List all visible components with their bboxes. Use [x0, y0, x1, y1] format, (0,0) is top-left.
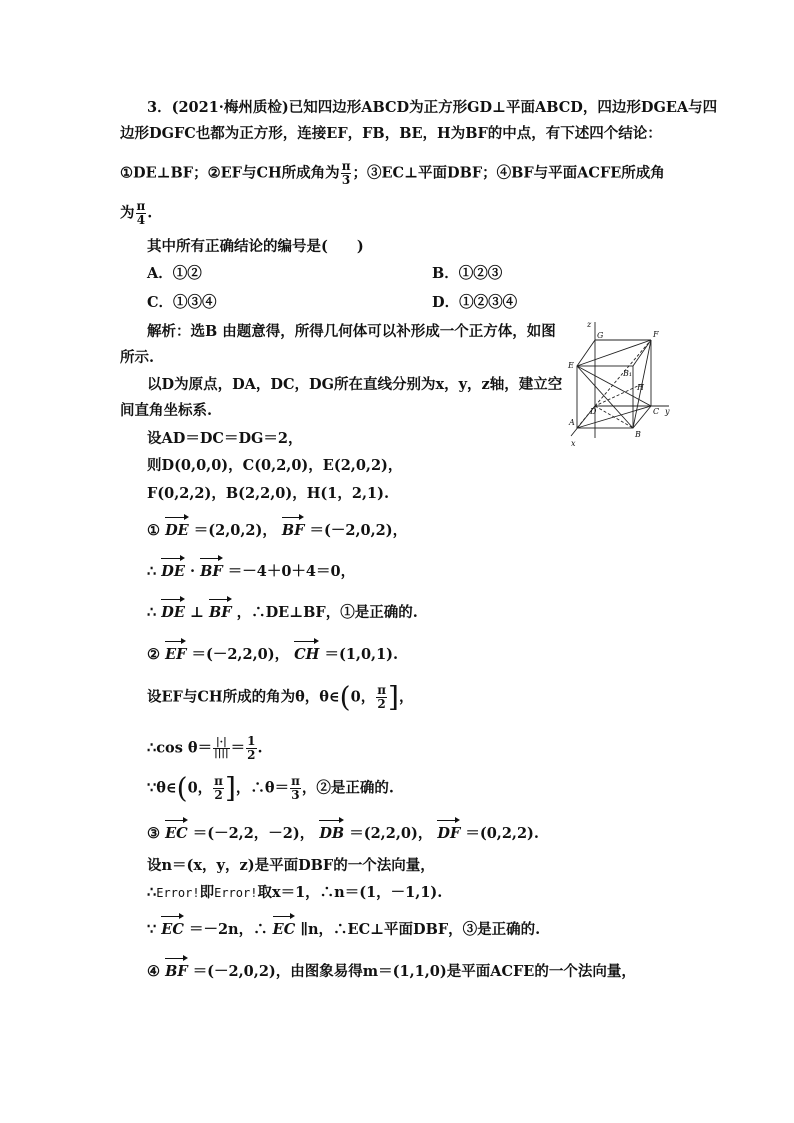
- vector-bf: BF: [200, 556, 223, 582]
- solution-line-4: 间直角坐标系.: [120, 402, 213, 419]
- problem-line-3: [120, 160, 665, 187]
- option-c: C．①③④: [147, 294, 217, 311]
- conclusions-text-b: ；③EC⊥平面DBF；④BF与平面ACFE所成角: [352, 164, 665, 182]
- fraction-pi-over-3: $\frac{\pi}{3}$: [341, 159, 351, 187]
- vector-de: DE: [165, 515, 189, 541]
- solution-line-10: ∴ DE ⊥ BF ，∴DE⊥BF，①是正确的.: [147, 597, 418, 623]
- solution-line-2: 所示.: [120, 349, 155, 366]
- problem-line-2: 边形DGFC也都为正方形，连接EF，FB，BE，H为BF的中点，有下述四个结论：: [120, 125, 662, 142]
- fraction-one-half: $\frac{1}{2}$: [247, 734, 256, 762]
- solution-line-18: ∵ EC ＝－2n，∴ EC ∥n，∴EC⊥平面DBF，③是正确的.: [147, 914, 540, 940]
- question-text: 其中所有正确结论的编号是( ): [147, 238, 364, 255]
- problem-line-4: 为 $\frac{\pi}{4}$ .: [120, 199, 153, 227]
- solution-line-13: ∴cos θ＝ $\frac{|\cdot|}{||||}$ ＝ $\frac{1}{2}$ .: [147, 734, 263, 762]
- vector-ec: EC: [273, 914, 296, 940]
- label-z: z: [587, 320, 592, 329]
- vector-ec: EC: [161, 914, 184, 940]
- solution-line-1: 解析：选B 由题意得，所得几何体可以补形成一个正方体，如图: [147, 323, 556, 340]
- label-b: B: [635, 430, 641, 439]
- vector-ec: EC: [165, 818, 188, 844]
- label-b1: B₁: [623, 369, 633, 378]
- conclusions-text-a: ①DE⊥BF；②EF与CH所成角为: [120, 164, 340, 182]
- solution-line-14: ∵θ∈(0， $\frac{\pi}{2}$ ]，∴θ＝ $\frac{\pi}{3}$ ，②是正确的.: [147, 771, 394, 805]
- vector-ef: EF: [165, 639, 186, 665]
- solution-line-19: ④ BF ＝(－2,0,2)，由图象易得m＝(1,1,0)是平面ACFE的一个法向量，: [147, 956, 636, 982]
- solution-line-7: F(0,2,2)，B(2,2,0)，H(1，2,1).: [147, 485, 390, 502]
- option-b: B．①②③: [432, 265, 503, 282]
- label-g: G: [597, 331, 604, 340]
- solution-line-17: ∴Error!即Error!取x＝1，∴n＝(1，－1,1).: [147, 884, 443, 901]
- vector-ch: CH: [294, 639, 319, 665]
- vector-de: DE: [161, 556, 185, 582]
- solution-line-6: 则D(0,0,0)，C(0,2,0)，E(2,0,2)，: [147, 457, 403, 474]
- vector-df: DF: [437, 818, 460, 844]
- vector-bf: BF: [209, 597, 232, 623]
- label-f: F: [653, 330, 659, 339]
- cube-coordinate-figure: [565, 318, 675, 448]
- solution-line-16: 设n＝(x，y，z)是平面DBF的一个法向量，: [147, 857, 435, 874]
- solution-line-5: 设AD＝DC＝DG＝2，: [147, 430, 303, 447]
- fraction-pi-over-4: $\frac{\pi}{4}$: [136, 199, 146, 227]
- vector-bf: BF: [165, 956, 188, 982]
- label-a: A: [569, 418, 575, 427]
- solution-line-12: 设EF与CH所成的角为θ，θ∈(0， $\frac{\pi}{2}$ ]，: [147, 680, 414, 714]
- label-h: H: [637, 383, 644, 392]
- solution-line-3: 以D为原点，DA，DC，DG所在直线分别为x，y，z轴，建立空: [147, 376, 563, 393]
- option-d: D．①②③④: [432, 294, 518, 311]
- vector-de: DE: [161, 597, 185, 623]
- label-x: x: [571, 439, 576, 448]
- solution-line-11: ② EF ＝(－2,2,0)， CH ＝(1,0,1).: [147, 639, 398, 665]
- vector-db: DB: [319, 818, 344, 844]
- fraction-pi-over-3: $\frac{\pi}{3}$: [291, 774, 300, 802]
- solution-line-8: ① DE ＝(2,0,2)， BF ＝(－2,0,2)，: [147, 515, 407, 541]
- fraction-cos: $\frac{|\cdot|}{||||}$: [214, 737, 229, 759]
- problem-line-1: 3．(2021·梅州质检)已知四边形ABCD为正方形GD⊥平面ABCD，四边形DGEA与四: [147, 99, 718, 116]
- label-e: E: [568, 361, 574, 370]
- label-d: D: [590, 407, 597, 416]
- label-y: y: [665, 407, 670, 416]
- label-c: C: [653, 407, 660, 416]
- vector-bf: BF: [282, 515, 305, 541]
- solution-line-9: ∴ DE · BF ＝－4＋0＋4＝0，: [147, 556, 355, 582]
- solution-line-15: ③ EC ＝(－2,2，－2)， DB ＝(2,2,0)， DF ＝(0,2,2).: [147, 818, 539, 844]
- fraction-pi-over-2: $\frac{\pi}{2}$: [214, 774, 223, 802]
- fraction-pi-over-2: $\frac{\pi}{2}$: [377, 683, 386, 711]
- option-a: A．①②: [147, 265, 202, 282]
